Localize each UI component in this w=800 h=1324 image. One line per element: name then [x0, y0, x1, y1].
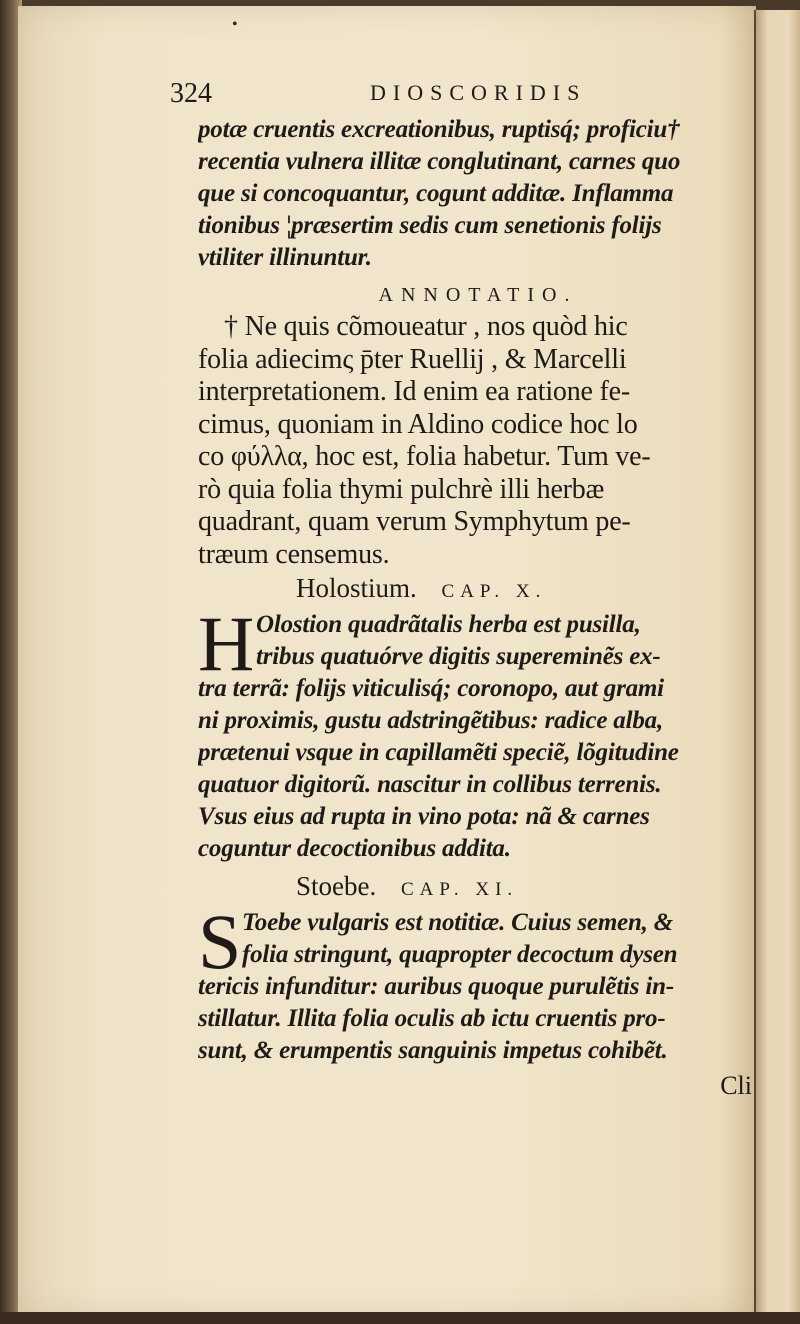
text-line: Vsus eius ad rupta in vino pota: nã & carnes: [198, 803, 650, 830]
drop-cap: H: [198, 600, 255, 687]
text-line: potæ cruentis excreationibus, ruptisq́; proficiu†: [198, 116, 680, 143]
text-block: [170, 74, 758, 1103]
text-line: tionibus ¦præsertim sedis cum senetionis folijs: [198, 212, 662, 239]
chapter-body: [198, 600, 758, 865]
running-head: DIOSCORIDIS: [370, 80, 587, 105]
text-line: rò quia folia thymi pulchrè illi herbæ: [198, 473, 605, 505]
text-line: quatuor digitorũ. nascitur in collibus terrenis.: [198, 771, 662, 798]
chapter-number: CAP. X.: [441, 581, 547, 602]
text-line: recentia vulnera illitæ conglutinant, carnes quo: [198, 148, 681, 175]
text-line: træum censemus.: [198, 538, 390, 570]
adjacent-page-edge: [754, 10, 800, 1314]
chapter-title: Holostium.: [296, 573, 417, 603]
text-line: que si concoquantur, cogunt additæ. Inflamma: [198, 180, 674, 207]
text-line: vtiliter illinuntur.: [198, 244, 372, 271]
text-line: interpretationem. Id enim ea ratione fe-: [198, 376, 631, 407]
bottom-edge: [0, 1312, 800, 1324]
chapter-heading: [198, 571, 758, 609]
catchword: Cli: [720, 1071, 752, 1100]
annotation-heading: ANNOTATIO.: [378, 284, 578, 306]
text-line: tericis infunditur: auribus quoque purulẽtis in-: [198, 973, 674, 1000]
text-line: stillatur. Illita folia oculis ab ictu cruentis pro-: [198, 1005, 666, 1032]
text-line: co φύλλα, hoc est, folia habetur. Tum ve-: [198, 441, 651, 472]
text-line: quadrant, quam verum Symphytum pe-: [198, 506, 631, 537]
chapter-heading: [198, 869, 758, 907]
text-line: prætenui vsque in capillamẽti speciẽ, lõgitudine: [198, 739, 679, 766]
text-line: tra terrã: folijs viticulisq́; coronopo, aut grami: [198, 675, 664, 702]
text-line: folia adiecimς p̄ter Ruellij , & Marcelli: [198, 343, 627, 375]
text-line: cimus, quoniam in Aldino codice hoc lo: [198, 408, 638, 440]
annotation-body: [198, 311, 758, 571]
text-line: sunt, & erumpentis sanguinis impetus cohibẽt.: [198, 1037, 668, 1064]
text-line: tribus quatuórve digitis supereminẽs ex-: [256, 643, 661, 670]
text-line: ni proximis, gustu adstringẽtibus: radice alba,: [198, 707, 663, 734]
text-line: Olostion quadrãtalis herba est pusilla,: [256, 611, 641, 638]
page-header: [170, 74, 758, 114]
drop-cap: S: [198, 898, 242, 985]
text-line: coguntur decoctionibus addita.: [198, 835, 511, 862]
text-line: folia stringunt, quapropter decoctum dysen: [242, 941, 678, 968]
text-line: † Ne quis cõmoueatur , nos quòd hic: [224, 311, 628, 342]
chapter-number: CAP. XI.: [401, 879, 519, 900]
chapter-body: [198, 898, 758, 1067]
text-line: Toebe vulgaris est notitiæ. Cuius semen, &: [242, 909, 674, 936]
chapter-title: Stoebe.: [296, 871, 377, 901]
page-number: 324: [170, 78, 212, 109]
top-paragraph: [198, 114, 758, 274]
ink-dot: •: [232, 16, 238, 33]
